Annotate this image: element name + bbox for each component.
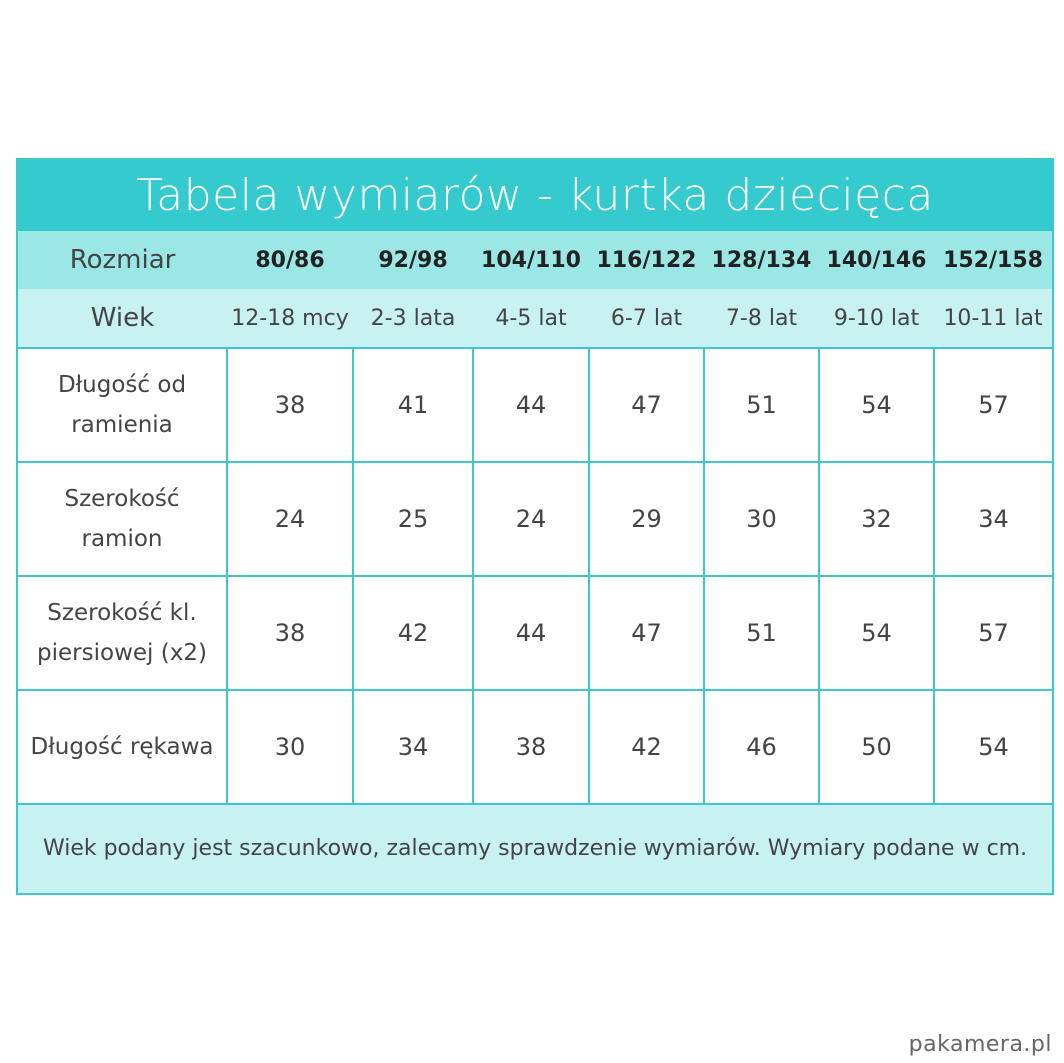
measurement-label-line: ramienia (71, 412, 173, 438)
title-row (18, 160, 1052, 231)
measurement-label-line: piersiowej (x2) (37, 640, 207, 666)
measurement-value: 47 (589, 348, 704, 462)
measurement-value: 57 (934, 348, 1052, 462)
size-row (18, 231, 1052, 289)
measurement-value: 54 (819, 576, 934, 690)
age-value: 12-18 mcy (227, 289, 353, 348)
size-value: 116/122 (589, 231, 704, 289)
size-value: 104/110 (473, 231, 589, 289)
measurement-value: 32 (819, 462, 934, 576)
age-row (18, 289, 1052, 348)
measurement-value: 41 (353, 348, 473, 462)
measurement-value: 47 (589, 576, 704, 690)
measurement-label (18, 690, 227, 804)
size-row-label: Rozmiar (18, 231, 227, 289)
measurement-label (18, 576, 227, 690)
age-row-label: Wiek (18, 289, 227, 348)
measurement-value: 42 (353, 576, 473, 690)
measurement-value: 38 (473, 690, 589, 804)
measurement-value: 25 (353, 462, 473, 576)
measurement-value: 44 (473, 348, 589, 462)
measurement-value: 34 (934, 462, 1052, 576)
measurement-value: 54 (934, 690, 1052, 804)
size-chart-table (16, 158, 1054, 895)
measurement-label (18, 462, 227, 576)
footnote: Wiek podany jest szacunkowo, zalecamy sprawdzenie wymiarów. Wymiary podane w cm. (18, 804, 1052, 893)
measurement-label-line: ramion (81, 526, 163, 552)
size-value: 152/158 (934, 231, 1052, 289)
measurement-label-line: Długość rękawa (30, 734, 214, 760)
size-chart-grid (18, 160, 1052, 893)
measurement-value: 46 (704, 690, 819, 804)
measurement-value: 24 (473, 462, 589, 576)
watermark-logo: pakamera.pl (908, 1032, 1052, 1057)
age-value: 9-10 lat (819, 289, 934, 348)
measurement-value: 38 (227, 576, 353, 690)
age-value: 2-3 lata (353, 289, 473, 348)
measurement-value: 29 (589, 462, 704, 576)
measurement-row-sleeve-length (18, 690, 1052, 804)
size-value: 128/134 (704, 231, 819, 289)
measurement-value: 30 (704, 462, 819, 576)
age-value: 6-7 lat (589, 289, 704, 348)
measurement-row-shoulder-width (18, 462, 1052, 576)
note-row (18, 804, 1052, 893)
measurement-value: 51 (704, 576, 819, 690)
measurement-value: 50 (819, 690, 934, 804)
measurement-value: 44 (473, 576, 589, 690)
age-value: 7-8 lat (704, 289, 819, 348)
measurement-value: 54 (819, 348, 934, 462)
age-value: 10-11 lat (934, 289, 1052, 348)
size-value: 140/146 (819, 231, 934, 289)
age-value: 4-5 lat (473, 289, 589, 348)
measurement-value: 57 (934, 576, 1052, 690)
size-value: 92/98 (353, 231, 473, 289)
measurement-value: 34 (353, 690, 473, 804)
measurement-row-shoulder-length (18, 348, 1052, 462)
measurement-label-line: Szerokość (64, 486, 180, 512)
table-title: Tabela wymiarów - kurtka dziecięca (18, 160, 1052, 231)
measurement-value: 51 (704, 348, 819, 462)
measurement-label (18, 348, 227, 462)
measurement-label-line: Długość od (57, 372, 187, 398)
measurement-label-line: Szerokość kl. (47, 600, 197, 626)
measurement-value: 38 (227, 348, 353, 462)
measurement-row-chest-width (18, 576, 1052, 690)
measurement-value: 24 (227, 462, 353, 576)
measurement-value: 30 (227, 690, 353, 804)
size-value: 80/86 (227, 231, 353, 289)
measurement-value: 42 (589, 690, 704, 804)
